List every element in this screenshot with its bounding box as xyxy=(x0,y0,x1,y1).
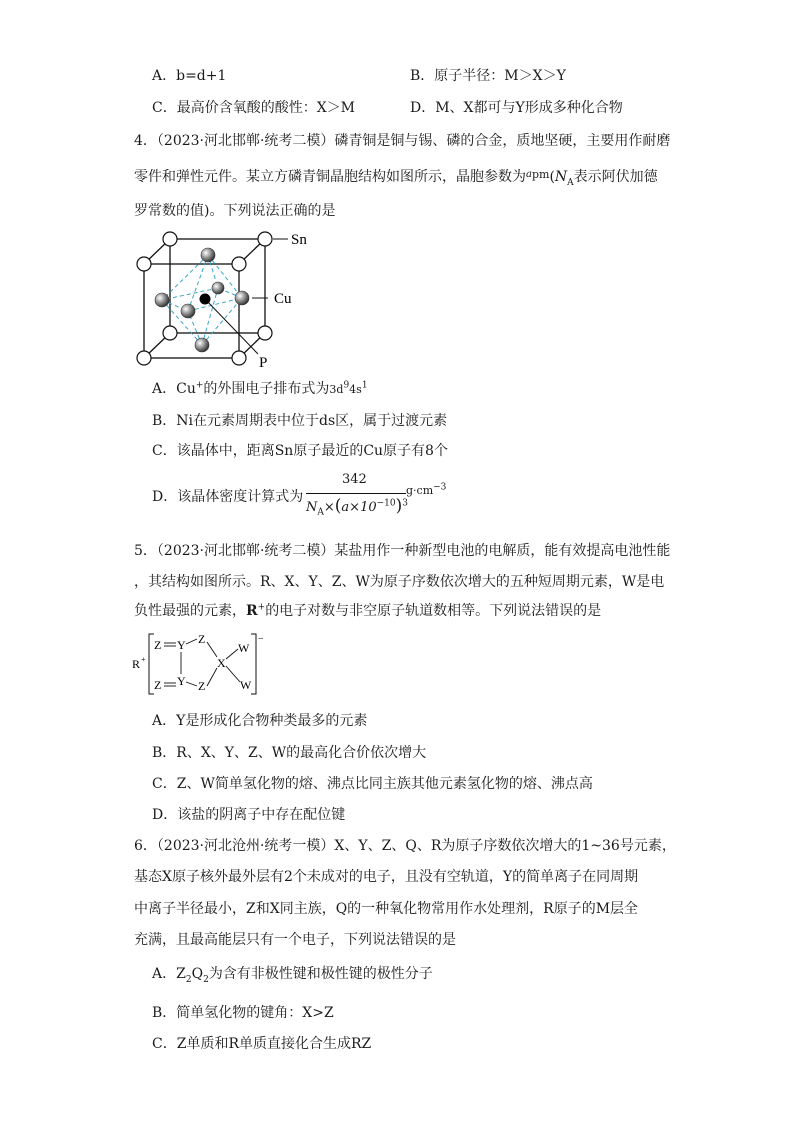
atom-z-top-left: Z xyxy=(154,638,162,652)
atom-y-bottom: Y xyxy=(177,674,186,688)
q4-option-a: A．Cu+的外围电子排布式为$3d^94s^1$ xyxy=(152,380,368,397)
q4-option-b: B．Ni在元素周期表中位于ds区，属于过渡元素 xyxy=(152,413,448,429)
cu-atom xyxy=(195,338,209,352)
cu-atom xyxy=(212,282,224,294)
cation-r: R xyxy=(132,657,141,671)
atom-z-top-right: Z xyxy=(198,632,206,646)
atom-w-bottom: W xyxy=(240,678,252,692)
atom-z-bottom-left: Z xyxy=(154,678,162,692)
label-cu: Cu xyxy=(274,291,292,307)
cu-atom xyxy=(181,304,195,318)
sn-atom xyxy=(137,351,151,365)
anion-structure xyxy=(130,632,280,696)
density-unit: $g\cdot cm^{-3}$ xyxy=(406,482,447,497)
q6-option-c: C．Z单质和R单质直接化合生成RZ xyxy=(152,1036,372,1052)
q5-option-a: A．Y是形成化合物种类最多的元素 xyxy=(152,713,368,729)
q4-stem-line2: 零件和弹性元件。某立方磷青铜晶胞结构如图所示，晶胞参数为$^{apm}(N_A$表示阿伏加德 xyxy=(134,168,658,188)
q5-stem-line2: ，其结构如图所示。R、X、Y、Z、W为原子序数依次增大的五种短周期元素，W是电 xyxy=(134,574,665,590)
cu-atom xyxy=(155,293,169,307)
density-formula xyxy=(302,472,452,524)
crystal-cell-diagram xyxy=(128,228,318,368)
q5-option-d: D．该盐的阴离子中存在配位键 xyxy=(152,807,346,823)
anion-structure-figure xyxy=(130,632,280,696)
q6-stem-line1: 6．（2023·河北沧州·统考一模）X、Y、Z、Q、R为原子序数依次增大的1~36号元素， xyxy=(134,838,676,854)
q5-stem-line3: 负性最强的元素，R+的电子对数与非空原子轨道数相等。下列说法错误的是 xyxy=(134,602,602,619)
q4-stem-line1: 4．（2023·河北邯郸·统考二模）磷青铜是铜与锡、磷的合金，质地坚硬，主要用作耐磨 xyxy=(134,133,671,149)
anion-charge: − xyxy=(258,634,264,645)
crystal-cell-figure xyxy=(128,228,318,368)
atom-y-top: Y xyxy=(177,638,186,652)
q4-stem-line3: 罗常数的值)。下列说法正确的是 xyxy=(134,203,336,219)
density-denominator: $N_A\times(a\times 10^{-10})^3$ xyxy=(306,496,408,518)
q3-option-a: A．b=d+1 xyxy=(152,68,227,84)
fraction-bar xyxy=(306,493,406,494)
sn-atom xyxy=(232,351,246,365)
q6-stem-line3: 中离子半径最小，Z和X同主族，Q的一种氧化物常用作水处理剂，R原子的M层全 xyxy=(134,901,639,917)
p-atom xyxy=(200,294,211,305)
q6-option-b: B．简单氢化物的键角：X>Z xyxy=(152,1005,334,1021)
sn-atom xyxy=(258,326,272,340)
sn-atom xyxy=(137,257,151,271)
q3-option-b: B．原子半径：M＞X＞Y xyxy=(410,68,566,84)
q5-stem-line1: 5．（2023·河北邯郸·统考二模）某盐用作一种新型电池的电解质，能有效提高电池性能 xyxy=(134,543,671,559)
q6-option-a: A．$Z_2Q_2$为含有非极性键和极性键的极性分子 xyxy=(152,966,433,985)
q5-option-b: B．R、X、Y、Z、W的最高化合价依次增大 xyxy=(152,745,427,761)
q3-option-d: D．M、X都可与Y形成多种化合物 xyxy=(410,100,623,116)
sn-atom xyxy=(232,257,246,271)
q4-option-d-prefix: D．该晶体密度计算式为 xyxy=(152,489,304,505)
sn-atom xyxy=(258,232,272,246)
atom-z-bottom-right: Z xyxy=(198,679,206,693)
cu-atom xyxy=(235,291,249,305)
density-numerator: 342 xyxy=(342,472,367,487)
q6-stem-line2: 基态X原子核外最外层有2个未成对的电子，且没有空轨道，Y的简单离子在同周期 xyxy=(134,869,639,885)
atom-w-top: W xyxy=(238,641,250,655)
q3-option-c: C．最高价含氧酸的酸性：X＞M xyxy=(152,100,356,116)
q6-stem-line4: 充满，且最高能层只有一个电子，下列说法错误的是 xyxy=(134,932,456,948)
q5-option-c: C．Z、W简单氢化物的熔、沸点比同主族其他元素氢化物的熔、沸点高 xyxy=(152,776,593,792)
sn-atom xyxy=(163,326,177,340)
q4-option-c: C．该晶体中，距离Sn原子最近的Cu原子有8个 xyxy=(152,443,448,459)
label-p: P xyxy=(259,355,268,368)
cation-charge: + xyxy=(141,655,146,664)
sn-atom xyxy=(163,232,177,246)
atom-x: X xyxy=(217,656,226,670)
label-sn: Sn xyxy=(291,232,307,248)
cu-atom xyxy=(201,248,215,262)
